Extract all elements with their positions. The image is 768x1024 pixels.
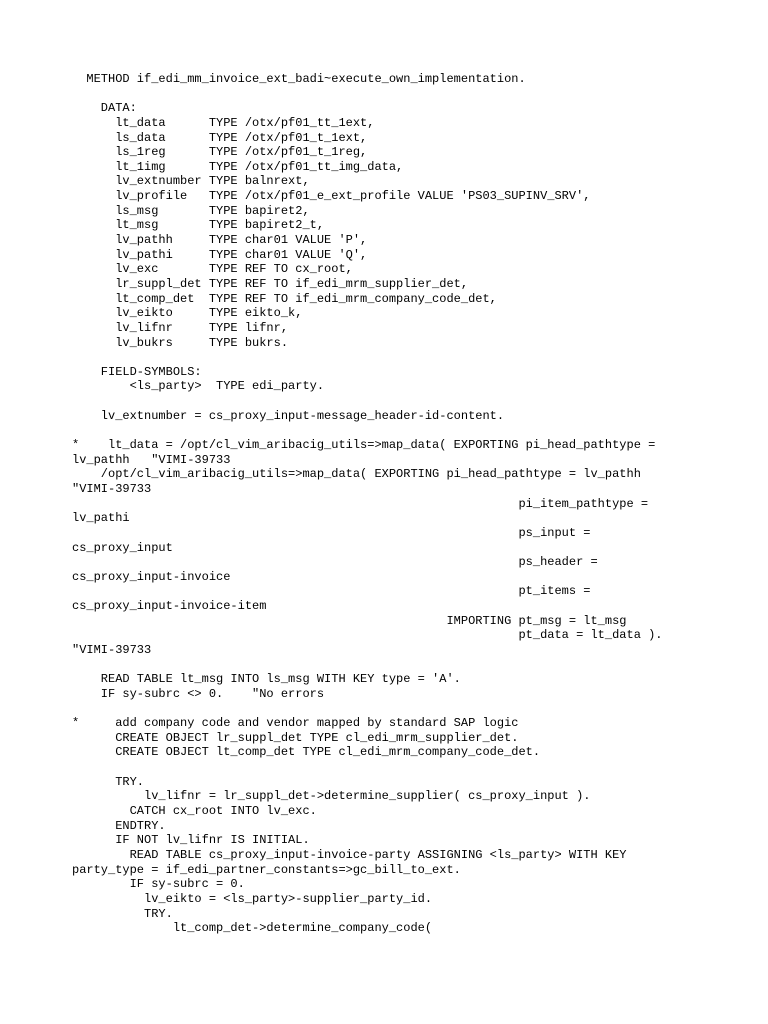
- code-line: * add company code and vendor mapped by standard SAP logic: [72, 716, 519, 731]
- code-line: lt_1img TYPE /otx/pf01_tt_img_data,: [72, 159, 404, 174]
- code-line: ls_data TYPE /otx/pf01_t_1ext,: [72, 130, 368, 145]
- code-line: CREATE OBJECT lt_comp_det TYPE cl_edi_mrm_company_code_det.: [72, 745, 541, 760]
- code-line: lt_data TYPE /otx/pf01_tt_1ext,: [72, 115, 375, 130]
- code-line: ps_header =: [72, 555, 598, 570]
- code-line: cs_proxy_input: [72, 540, 173, 555]
- code-line: IMPORTING pt_msg = lt_msg: [72, 613, 627, 628]
- code-line: lv_lifnr TYPE lifnr,: [72, 320, 289, 335]
- code-line: READ TABLE lt_msg INTO ls_msg WITH KEY type = 'A'.: [72, 672, 461, 687]
- code-line: ENDTRY.: [72, 818, 166, 833]
- code-line: IF NOT lv_lifnr IS INITIAL.: [72, 833, 310, 848]
- code-line: [72, 394, 732, 409]
- code-line: lv_profile TYPE /otx/pf01_e_ext_profile VALUE 'PS03_SUPINV_SRV',: [72, 189, 591, 204]
- code-line: lv_pathh "VIMI-39733: [72, 452, 231, 467]
- code-line: lv_pathh TYPE char01 VALUE 'P',: [72, 233, 368, 248]
- code-line: TRY.: [72, 774, 145, 789]
- code-line: [72, 350, 732, 365]
- code-line: party_type = if_edi_partner_constants=>gc_bill_to_ext.: [72, 862, 461, 877]
- code-line: cs_proxy_input-invoice-item: [72, 599, 267, 614]
- code-line: FIELD-SYMBOLS:: [72, 364, 202, 379]
- code-line: lr_suppl_det TYPE REF TO if_edi_mrm_supplier_det,: [72, 276, 469, 291]
- code-line: [72, 658, 732, 673]
- code-line: lv_eikto TYPE eikto_k,: [72, 306, 303, 321]
- code-line: ls_1reg TYPE /otx/pf01_t_1reg,: [72, 145, 368, 160]
- code-line: * lt_data = /opt/cl_vim_aribacig_utils=>map_data( EXPORTING pi_head_pathtype =: [72, 438, 656, 453]
- code-line: TRY.: [72, 906, 173, 921]
- code-line: [72, 760, 732, 775]
- code-line: lt_comp_det->determine_company_code(: [72, 921, 433, 936]
- code-line: lv_lifnr = lr_suppl_det->determine_supplier( cs_proxy_input ).: [72, 789, 591, 804]
- code-line: lv_pathi TYPE char01 VALUE 'Q',: [72, 247, 368, 262]
- code-line: lv_bukrs TYPE bukrs.: [72, 335, 289, 350]
- code-line: READ TABLE cs_proxy_input-invoice-party ASSIGNING <ls_party> WITH KEY: [72, 847, 627, 862]
- code-line: DATA:: [72, 101, 137, 116]
- code-line: "VIMI-39733: [72, 642, 152, 657]
- code-line: lt_comp_det TYPE REF TO if_edi_mrm_company_code_det,: [72, 291, 497, 306]
- abap-code-block: [72, 72, 732, 936]
- code-line: [72, 702, 732, 717]
- code-line: [72, 87, 732, 102]
- code-line: /opt/cl_vim_aribacig_utils=>map_data( EXPORTING pi_head_pathtype = lv_pathh: [72, 467, 641, 482]
- code-line: [72, 423, 732, 438]
- code-line: pt_items =: [72, 584, 591, 599]
- code-line: lv_extnumber TYPE balnrext,: [72, 174, 310, 189]
- code-line: <ls_party> TYPE edi_party.: [72, 379, 325, 394]
- code-line: METHOD if_edi_mm_invoice_ext_badi~execute_own_implementation.: [72, 72, 526, 86]
- code-line: cs_proxy_input-invoice: [72, 569, 231, 584]
- code-line: lv_pathi: [72, 511, 130, 526]
- code-line: "VIMI-39733: [72, 481, 152, 496]
- code-line: pi_item_pathtype =: [72, 496, 649, 511]
- code-line: lv_extnumber = cs_proxy_input-message_header-id-content.: [72, 408, 505, 423]
- code-line: CATCH cx_root INTO lv_exc.: [72, 804, 317, 819]
- code-line: pt_data = lt_data ).: [72, 628, 663, 643]
- code-line: IF sy-subrc = 0.: [72, 877, 245, 892]
- code-line: ls_msg TYPE bapiret2,: [72, 203, 310, 218]
- code-line: IF sy-subrc <> 0. "No errors: [72, 686, 325, 701]
- code-line: ps_input =: [72, 525, 591, 540]
- code-line: lv_exc TYPE REF TO cx_root,: [72, 262, 353, 277]
- code-line: CREATE OBJECT lr_suppl_det TYPE cl_edi_mrm_supplier_det.: [72, 730, 519, 745]
- code-line: lt_msg TYPE bapiret2_t,: [72, 218, 325, 233]
- code-line: lv_eikto = <ls_party>-supplier_party_id.: [72, 891, 433, 906]
